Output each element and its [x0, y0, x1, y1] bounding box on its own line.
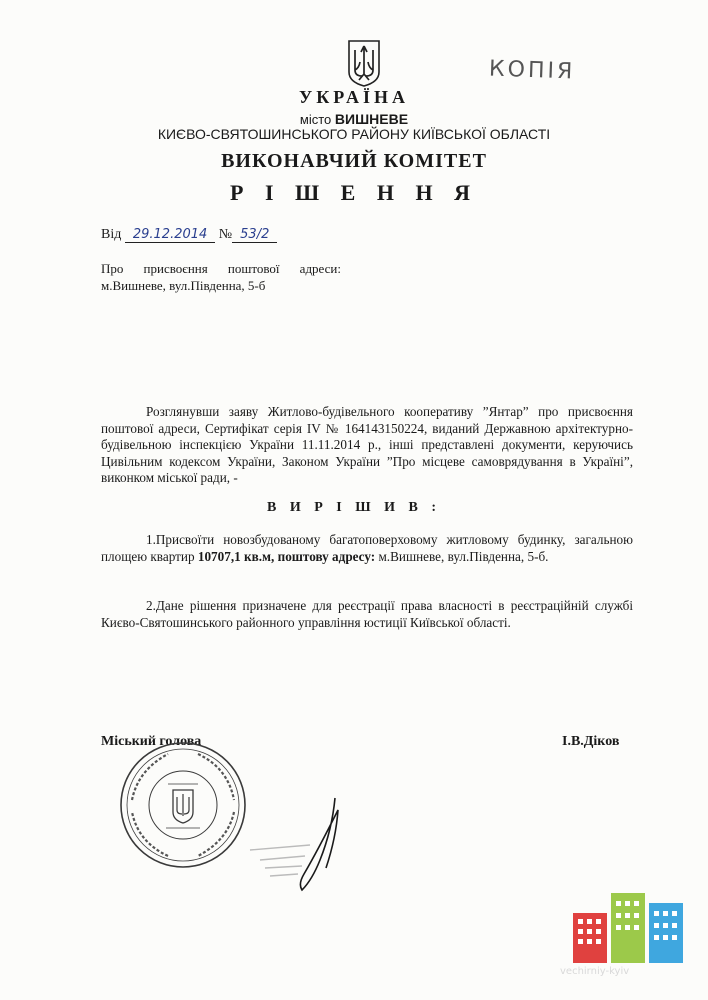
buildings-logo-icon — [573, 893, 683, 963]
decision-item-1 — [101, 532, 633, 565]
preamble-paragraph — [101, 404, 633, 487]
district-name: КИЄВО-СВЯТОШИНСЬКОГО РАЙОНУ КИЇВСЬКОЇ ОБЛАСТІ — [157, 126, 551, 142]
date-value: 29.12.2014 — [125, 227, 215, 243]
signatory-position: Міський голова — [101, 734, 202, 749]
city-title: ВИШНЕВЕ — [334, 111, 409, 127]
handwritten-signature-icon — [240, 790, 360, 900]
country-name: УКРАЇНА — [299, 87, 409, 107]
subject-line-1: Про присвоєння поштової адреси: — [101, 261, 341, 276]
item1-start: 1.Присвоїти новозбудованому багатоповерховому житловому будинку, загальною площею квартир — [101, 532, 633, 564]
city-prefix: місто — [299, 112, 332, 127]
item1-area: 10707,1 кв.м, — [197, 548, 275, 564]
item1-address-label: поштову адресу: — [274, 548, 376, 564]
copy-stamp: КОПІЯ — [488, 56, 576, 85]
number-prefix: № — [218, 227, 233, 242]
decision-number: 53/2 — [232, 227, 277, 243]
city-name — [0, 111, 708, 127]
subject-line-2: м.Вишневе, вул.Південна, 5-б — [101, 278, 266, 293]
official-seal-icon — [118, 740, 248, 870]
date-prefix: Від — [101, 227, 122, 242]
dateline — [101, 227, 277, 243]
trident-coat-of-arms-icon — [346, 38, 382, 88]
preamble-text: Розглянувши заяву Житлово-будівельного кооперативу ”Янтар” про присвоєння поштової адреси, Сертифікат серія IV № 164143150224, виданий Державною архітектурно-будівельною інспекцією України 11.11.2014 р., інші представлені документи, керуючись Цивільним кодексом України, Законом України ”Про місцеве самоврядування в Україні”, виконком міської ради, - — [101, 404, 633, 485]
signatory-name: І.В.Діков — [562, 734, 620, 749]
decided-heading: В И Р І Ш И В : — [267, 500, 441, 515]
subject-block — [101, 260, 341, 294]
committee-title: ВИКОНАВЧИЙ КОМІТЕТ — [221, 150, 487, 172]
watermark-text: vechirniy-kyiv — [560, 966, 630, 977]
item1-address: м.Вишневе, вул.Південна, 5-б. — [375, 548, 549, 564]
decision-item-2 — [101, 598, 633, 631]
decision-title: Р І Ш Е Н Н Я — [230, 180, 478, 205]
item2-text: 2.Дане рішення призначене для реєстрації права власності в реєстраційній службі Києво-Святошинського районного управління юстиції Київської області. — [101, 598, 633, 630]
